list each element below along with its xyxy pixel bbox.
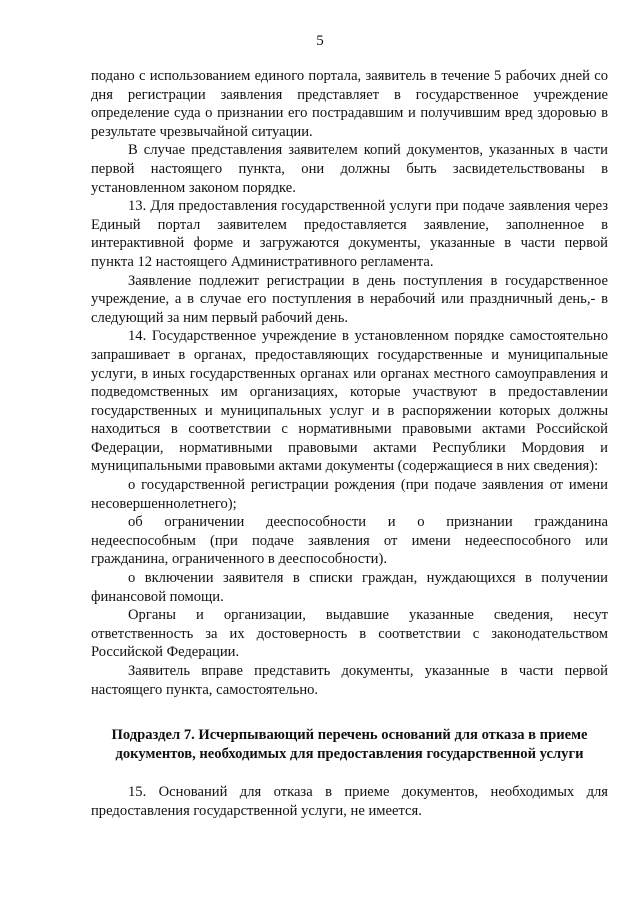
paragraph-responsibility: Органы и организации, выдавшие указанные сведения, несут ответственность за их достоверность в соответствии с законодательством Российской Федерации. xyxy=(91,607,608,661)
list-item-birth-registration: о государственной регистрации рождения (при подаче заявления от имени несовершеннолетнего); xyxy=(91,477,608,512)
paragraph-self-submission: Заявитель вправе представить документы, указанные в части первой настоящего пункта, самостоятельно. xyxy=(91,663,608,698)
document-body xyxy=(91,67,608,821)
paragraph-copies-certification: В случае представления заявителем копий документов, указанных в части первой настоящего пункта, они должны быть засвидетельствованы в установленном законом порядке. xyxy=(91,142,608,196)
list-item-incapacity: об ограничении дееспособности и о признании гражданина недееспособным (при подаче заявления от имени недееспособного или гражданина, ограниченного в дееспособности). xyxy=(91,514,608,568)
page-number: 5 xyxy=(316,33,324,49)
paragraph-item-15: 15. Оснований для отказа в приеме документов, необходимых для предоставления государственной услуги, не имеется. xyxy=(91,784,608,819)
paragraph-item-13: 13. Для предоставления государственной услуги при подаче заявления через Единый портал заявителем предоставляется заявление, заполненное в интерактивной форме и загружаются документы, указанные в части первой пункта 12 настоящего Административного регламента. xyxy=(91,198,608,270)
subsection-heading: Подраздел 7. Исчерпывающий перечень оснований для отказа в приеме документов, необходимых для предоставления государственной услуги xyxy=(111,727,588,762)
paragraph-continuation: подано с использованием единого портала, заявитель в течение 5 рабочих дней со дня регистрации заявления представляет в государственное учреждение определение суда о признании его пострадавшим и получившим вред здоровью в результате чрезвычайной ситуации. xyxy=(91,68,608,140)
paragraph-item-14: 14. Государственное учреждение в установленном порядке самостоятельно запрашивает в органах, предоставляющих государственные и муниципальные услуги, в иных государственных органах или органах местного самоуправления и подведомственных им организациях, которые участвуют в предоставлении государственных и муниципальных услуг и в распоряжении которых должны находиться в соответствии с нормативными правовыми актами Российской Федерации, нормативными правовыми актами Республики Мордовия и муниципальными правовыми актами документы (содержащиеся в них сведения): xyxy=(91,328,608,475)
list-item-financial-aid: о включении заявителя в списки граждан, нуждающихся в получении финансовой помощи. xyxy=(91,570,608,605)
paragraph-registration: Заявление подлежит регистрации в день поступления в государственное учреждение, а в случае его поступления в нерабочий или праздничный день,- в следующий за ним первый рабочий день. xyxy=(91,272,608,326)
